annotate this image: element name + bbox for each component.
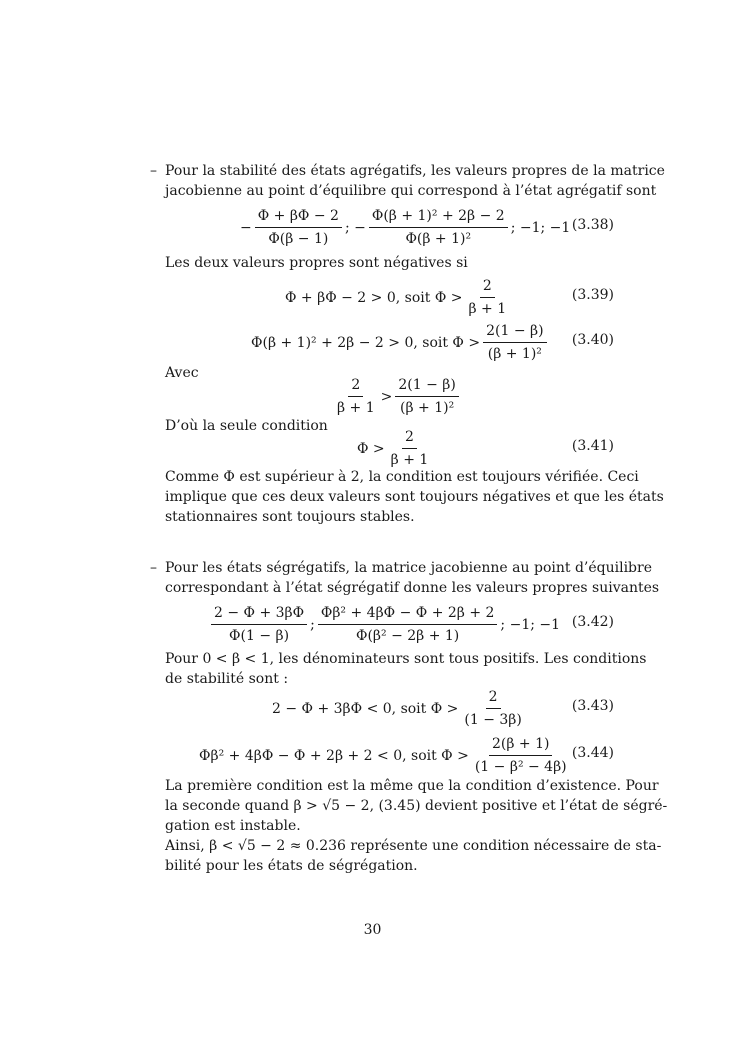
numerator: 2 <box>402 428 417 449</box>
text-line: de stabilité sont : <box>165 671 289 687</box>
fraction <box>472 735 570 776</box>
bullet-dash: – <box>150 560 157 576</box>
math-expression: Φ > <box>357 440 385 457</box>
fraction <box>255 207 342 248</box>
equation-number: (3.39) <box>571 287 614 303</box>
fraction <box>369 207 508 248</box>
math-separator: ; <box>310 616 315 633</box>
math-expression: Φ + βΦ − 2 > 0, soit Φ > <box>285 289 463 306</box>
denominator: (β + 1)² <box>400 400 455 416</box>
fraction <box>318 604 498 645</box>
equation-3-43 <box>272 688 528 729</box>
equation-number: (3.41) <box>571 438 614 454</box>
math-operator: > <box>380 388 393 405</box>
text-line: D’où la seule condition <box>165 418 328 434</box>
equation-3-41 <box>357 428 434 469</box>
text-line: Comme Φ est supérieur à 2, la condition est toujours vérifiée. Ceci <box>165 469 639 485</box>
text-line: implique que ces deux valeurs sont toujours négatives et que les états <box>165 489 664 505</box>
denominator: Φ(β + 1)² <box>405 231 472 247</box>
equation-3-39 <box>285 277 512 318</box>
numerator: 2 <box>486 688 501 709</box>
text-line: jacobienne au point d’équilibre qui correspond à l’état agrégatif sont <box>165 183 657 199</box>
text-line: Pour les états ségrégatifs, la matrice jacobienne au point d’équilibre <box>165 560 652 576</box>
fraction <box>388 428 432 469</box>
fraction <box>395 376 458 417</box>
fraction <box>334 376 378 417</box>
text-line: Avec <box>165 365 199 381</box>
text-line: correspondant à l’état ségrégatif donne les valeurs propres suivantes <box>165 580 660 596</box>
text-line: Pour la stabilité des états agrégatifs, les valeurs propres de la matrice <box>165 163 665 179</box>
inequality <box>331 376 462 417</box>
numerator: 2 <box>348 376 363 397</box>
equation-3-40 <box>251 322 550 363</box>
denominator: (β + 1)² <box>487 346 542 362</box>
text-line: Pour 0 < β < 1, les dénominateurs sont tous positifs. Les conditions <box>165 651 647 667</box>
math-expression: 2 − Φ + 3βΦ < 0, soit Φ > <box>272 700 459 717</box>
denominator: β + 1 <box>390 452 429 468</box>
equation-number: (3.43) <box>571 698 614 714</box>
numerator: 2 − Φ + 3βΦ <box>211 604 307 625</box>
numerator: 2(1 − β) <box>483 322 546 343</box>
numerator: Φβ² + 4βΦ − Φ + 2β + 2 <box>318 604 498 625</box>
denominator: Φ(1 − β) <box>229 628 290 644</box>
math-separator: ; − <box>344 219 366 236</box>
numerator: 2(β + 1) <box>489 735 552 756</box>
equation-3-44 <box>199 735 573 776</box>
math-expression: Φβ² + 4βΦ − Φ + 2β + 2 < 0, soit Φ > <box>199 747 469 764</box>
text-line: bilité pour les états de ségrégation. <box>165 858 418 874</box>
text-line: Les deux valeurs propres sont négatives si <box>165 255 468 271</box>
text-line: La première condition est la même que la condition d’existence. Pour <box>165 778 659 794</box>
math-expression: Φ(β + 1)² + 2β − 2 > 0, soit Φ > <box>251 334 481 351</box>
numerator: 2 <box>480 277 495 298</box>
equation-3-38 <box>240 207 570 248</box>
equation-number: (3.38) <box>571 217 614 233</box>
numerator: 2(1 − β) <box>395 376 458 397</box>
math-tail: ; −1; −1 <box>500 616 561 633</box>
text-line: la seconde quand β > √5 − 2, (3.45) devient positive et l’état de ségré- <box>165 798 668 814</box>
denominator: Φ(β − 1) <box>268 231 329 247</box>
denominator: (1 − 3β) <box>464 712 522 728</box>
fraction <box>461 688 524 729</box>
fraction <box>211 604 307 645</box>
numerator: Φ + βΦ − 2 <box>255 207 342 228</box>
text-line: Ainsi, β < √5 − 2 ≈ 0.236 représente une condition nécessaire de sta- <box>165 838 662 854</box>
text-line: gation est instable. <box>165 818 301 834</box>
fraction <box>465 277 509 318</box>
denominator: β + 1 <box>468 301 507 317</box>
text-line: stationnaires sont toujours stables. <box>165 509 415 525</box>
bullet-dash: – <box>150 163 157 179</box>
page-number: 30 <box>363 922 382 938</box>
fraction <box>483 322 546 363</box>
numerator: Φ(β + 1)² + 2β − 2 <box>369 207 508 228</box>
equation-number: (3.40) <box>571 332 614 348</box>
equation-number: (3.44) <box>571 745 614 761</box>
equation-3-42 <box>208 604 560 645</box>
denominator: (1 − β² − 4β) <box>474 759 567 775</box>
math-tail: ; −1; −1 <box>510 219 571 236</box>
denominator: Φ(β² − 2β + 1) <box>355 628 460 644</box>
denominator: β + 1 <box>337 400 375 416</box>
math-sign: − <box>240 219 252 236</box>
equation-number: (3.42) <box>571 614 614 630</box>
